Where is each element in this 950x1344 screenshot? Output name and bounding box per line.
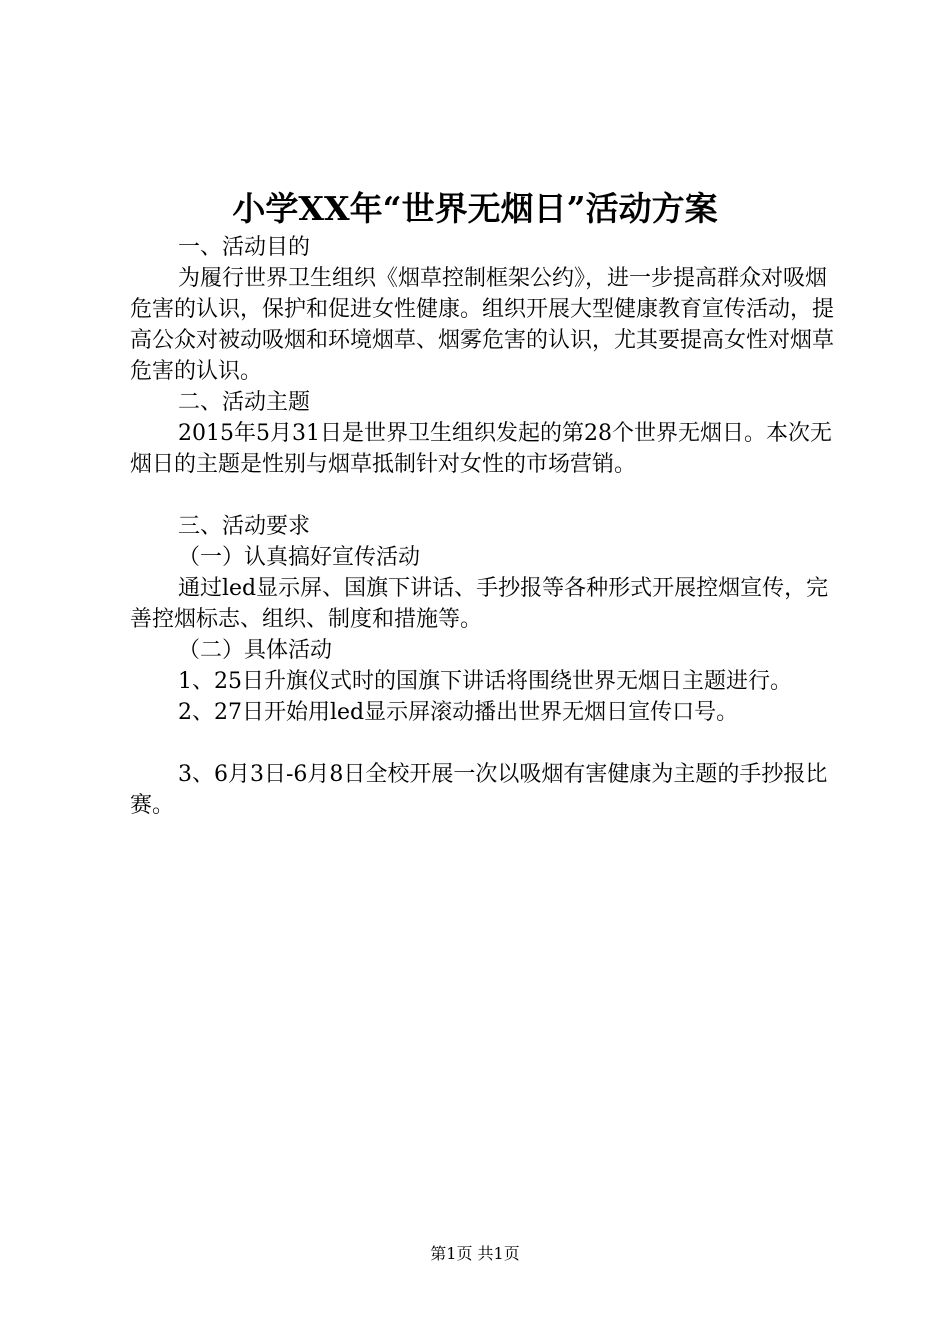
subsection2-heading: （二）具体活动 (178, 638, 333, 663)
spacer (130, 480, 840, 511)
document-body (130, 232, 840, 821)
section2-heading: 二、活动主题 (178, 390, 311, 415)
section1-paragraph: 为履行世界卫生组织《烟草控制框架公约》，进一步提高群众对吸烟危害的认识，保护和促进女性健康。组织开展大型健康教育宣传活动，提高公众对被动吸烟和环境烟草、烟雾危害的认识，尤其要提高女性对烟草危害的认识。 (130, 266, 835, 384)
spacer (130, 728, 840, 759)
section2-paragraph: 2015年5月31日是世界卫生组织发起的第28个世界无烟日。本次无烟日的主题是性别与烟草抵制针对女性的市场营销。 (130, 421, 832, 477)
activity-item-2: 2、27日开始用led显示屏滚动播出世界无烟日宣传口号。 (178, 700, 739, 725)
page-footer: 第1页 共1页 (430, 1244, 520, 1263)
document-title: 小学XX年“世界无烟日”活动方案 (232, 189, 718, 228)
subsection1-paragraph: 通过led显示屏、国旗下讲话、手抄报等各种形式开展控烟宣传，完善控烟标志、组织、制度和措施等。 (130, 576, 829, 632)
activity-item-3: 3、6月3日-6月8日全校开展一次以吸烟有害健康为主题的手抄报比赛。 (130, 762, 828, 818)
section1-heading: 一、活动目的 (178, 235, 311, 260)
activity-item-1: 1、25日升旗仪式时的国旗下讲话将围绕世界无烟日主题进行。 (178, 669, 792, 694)
section3-heading: 三、活动要求 (178, 514, 311, 539)
subsection1-heading: （一）认真搞好宣传活动 (178, 545, 421, 570)
